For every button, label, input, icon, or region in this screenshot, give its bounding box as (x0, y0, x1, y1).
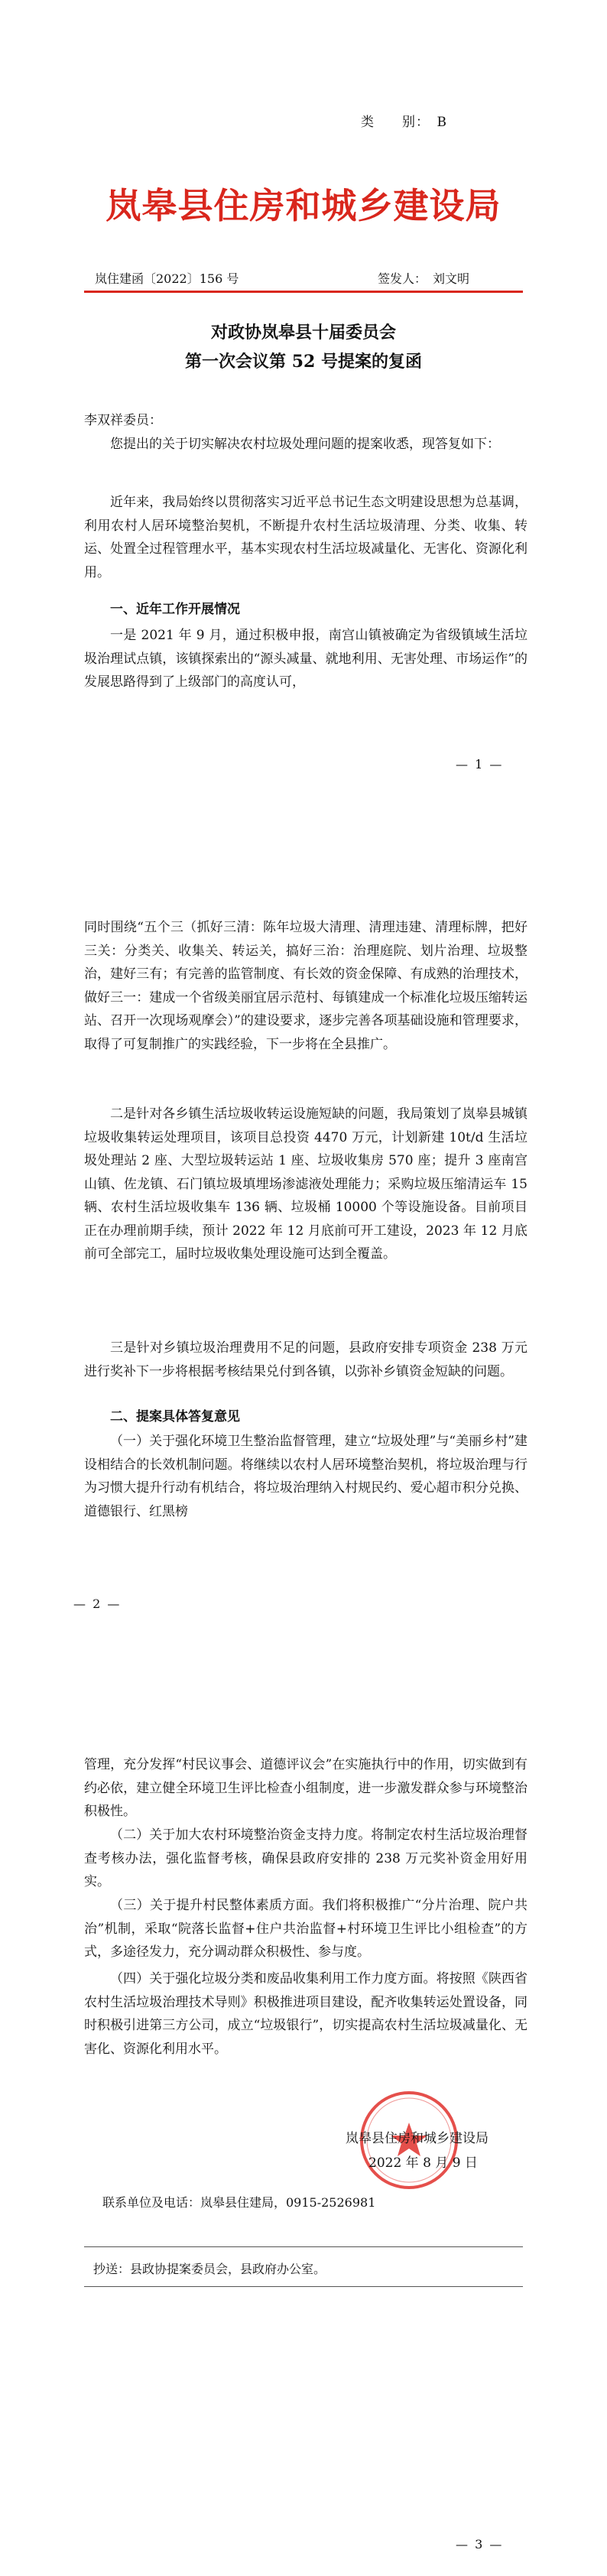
signing-organization: 岚皋县住房和城乡建设局 (346, 2131, 489, 2146)
cc-line: 抄送：县政协提案委员会，县政府办公室。 (93, 2262, 326, 2276)
paragraph-9: （二）关于加大农村环境整治资金支持力度。将制定农村生活垃圾治理督查考核办法，强化监督考核，确保县政府安排的 238 万元奖补资金用好用实。 (84, 1827, 527, 1889)
red-divider (84, 291, 523, 293)
doc-number: 岚住建函〔2022〕156 号 (95, 271, 239, 286)
page-number-3: — 3 — (456, 2537, 504, 2552)
page-number-2: — 2 — (73, 1597, 122, 1611)
paragraph-6: 三是针对乡镇垃圾治理费用不足的问题，县政府安排专项资金 238 万元进行奖补下一步将根据考核结果兑付到各镇，以弥补乡镇资金短缺的问题。 (84, 1340, 527, 1379)
heading-2: 二、提案具体答复意见 (110, 1409, 240, 1424)
doc-title-line1: 对政协岚皋县十届委员会 (210, 323, 396, 343)
paragraph-1: 您提出的关于切实解决农村垃圾处理问题的提案收悉，现答复如下： (110, 437, 500, 452)
paragraph-4: 同时围绕“五个三（抓好三清：陈年垃圾大清理、清理违建、清理标牌，把好三关：分类关、收集关、转运关，搞好三治：治理庭院、划片治理、垃圾整治，建好三有；有完善的监管制度、有长效的资金保障、有成熟的治理技术，做好三一：建成一个省级美丽宜居示范村、每镇建成一个标准化垃圾压缩转运站、召开一次现场观摩会）”的建设要求，逐步完善各项基础设施和管理要求，取得了可复制推广的实践经验，下一步将在全县推广。 (84, 920, 527, 1052)
signing-date: 2022 年 8 月 9 日 (368, 2155, 478, 2171)
salutation: 李双祥委员： (84, 413, 162, 428)
contact-info: 联系单位及电话：岚皋县住建局，0915-2526981 (102, 2195, 376, 2210)
category-label: 类 别： B (361, 115, 447, 130)
heading-1: 一、近年工作开展情况 (110, 602, 240, 617)
cc-divider-top (84, 2246, 523, 2247)
paragraph-10: （三）关于提升村民整体素质方面。我们将积极推广“分片治理、院户共治”机制，采取“院落长监督+住户共治监督+村环境卫生评比小组检查”的方式，多途径发力，充分调动群众积极性、参与度。 (84, 1898, 527, 1960)
paragraph-11: （四）关于强化垃圾分类和废品收集利用工作力度方面。将按照《陕西省农村生活垃圾治理技术导则》积极推进项目建设，配齐收集转运处置设备，同时积极引进第三方公司，成立“垃圾银行”，切实提高农村生活垃圾减量化、无害化、资源化利用水平。 (84, 1971, 527, 2057)
page-number-1: — 1 — (456, 757, 504, 772)
paragraph-7: （一）关于强化环境卫生整治监督管理，建立“垃圾处理”与“美丽乡村”建设相结合的长效机制问题。将继续以农村人居环境整治契机，将垃圾治理与行为习惯大提升行动有机结合，将垃圾治理纳入村规民约、爱心超市积分兑换、道德银行、红黑榜 (84, 1434, 527, 1519)
cc-divider-bottom (84, 2286, 523, 2287)
paragraph-5: 二是针对各乡镇生活垃圾收转运设施短缺的问题，我局策划了岚皋县城镇垃圾收集转运处理项目，该项目总投资 4470 万元，计划新建 10t/d 生活垃圾处理站 2 座、大型垃圾转运站 1 座、垃圾收集房 570 座；提升 3 座南宫山镇、佐龙镇、石门镇垃圾填埋场渗滤液处理能力；采购垃圾压缩清运车 15 辆、农村生活垃圾收集车 136 辆、垃圾桶 10000 个等设施设备。目前项目正在办理前期手续，预计 2022 年 12 月底前可开工建设，2023 年 12 月底前可全部完工，届时垃圾收集处理设施可达到全覆盖。 (84, 1106, 527, 1262)
doc-title-line2: 第一次会议第 52 号提案的复函 (185, 352, 422, 372)
agency-title: 岚皋县住房和城乡建设局 (105, 185, 502, 226)
signer: 签发人： 刘文明 (378, 271, 470, 286)
paragraph-3: 一是 2021 年 9 月，通过积极申报，南宫山镇被确定为省级镇域生活垃圾治理试点镇，该镇探索出的“源头减量、就地利用、无害处理、市场运作”的发展思路得到了上级部门的高度认可， (84, 628, 527, 690)
paragraph-8: 管理，充分发挥“村民议事会、道德评议会”在实施执行中的作用，切实做到有约必依，建立健全环境卫生评比检查小组制度，进一步激发群众参与环境整治积极性。 (84, 1757, 527, 1819)
paragraph-2: 近年来，我局始终以贯彻落实习近平总书记生态文明建设思想为总基调，利用农村人居环境整治契机，不断提升农村生活垃圾清理、分类、收集、转运、处置全过程管理水平，基本实现农村生活垃圾减量化、无害化、资源化利用。 (84, 495, 527, 580)
